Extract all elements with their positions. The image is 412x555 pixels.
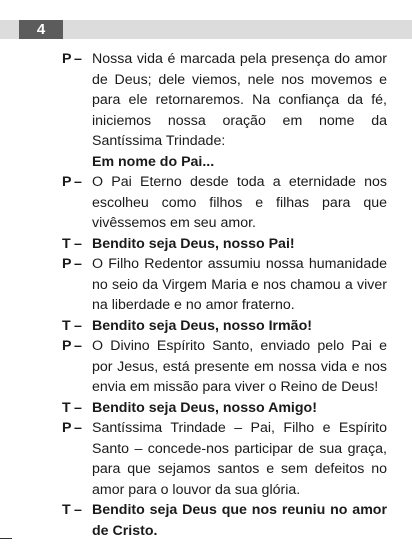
response-entry	[62, 500, 387, 541]
prayer-entry	[62, 418, 387, 500]
entry-text: Bendito seja Deus, nosso Pai!	[92, 235, 295, 252]
prayer-text	[62, 49, 387, 541]
speaker-dash: –	[74, 399, 82, 416]
response-entry	[62, 234, 387, 255]
entry-text: Bendito seja Deus que nos reuniu no amor de Cristo.	[92, 502, 387, 539]
speaker-label: P	[62, 338, 72, 354]
response-entry	[62, 398, 387, 419]
entry-text: Bendito seja Deus, nosso Irmão!	[92, 317, 312, 334]
speaker-label: P	[62, 256, 72, 272]
entry-text: Santíssima Trindade – Pai, Filho e Espírito Santo – concede-nos participar de sua graça, para que sejamos santos e sem defeitos no amor para o louvor da sua glória.	[92, 420, 387, 498]
speaker-label: P	[62, 420, 72, 436]
speaker-label: T	[62, 317, 71, 334]
speaker-label: T	[62, 399, 71, 416]
entry-text: O Pai Eterno desde toda a eternidade nos escolheu como filhos e filhas para que vivêssemos em seu amor.	[92, 174, 387, 231]
speaker-label: T	[62, 502, 71, 518]
speaker-dash: –	[74, 338, 82, 354]
speaker-label: P	[62, 174, 72, 190]
entry-text: O Divino Espírito Santo, enviado pelo Pai e por Jesus, está presente em nossa vida e nos envia em missão para viver o Reino de Deus!	[92, 338, 387, 395]
prayer-entry	[62, 336, 387, 398]
prayer-entry	[62, 172, 387, 234]
entry-text: Nossa vida é marcada pela presença do amor de Deus; dele viemos, nele nos movemos e para ele retornaremos. Na confiança da fé, iniciemos nossa oração em nome da Santíssima Trindade:	[92, 51, 387, 149]
speaker-label: P	[62, 51, 72, 67]
response-entry	[62, 316, 387, 337]
speaker-label: T	[62, 235, 71, 252]
speaker-dash: –	[74, 502, 82, 518]
entry-text: O Filho Redentor assumiu nossa humanidade no seio da Virgem Maria e nos chamou a viver na liberdade e no amor fraterno.	[92, 256, 387, 313]
speaker-dash: –	[74, 174, 82, 190]
speaker-dash: –	[74, 51, 82, 67]
prayer-entry	[62, 254, 387, 316]
speaker-dash: –	[74, 235, 82, 252]
prayer-entry	[62, 49, 387, 172]
speaker-dash: –	[74, 317, 82, 334]
page-number: 4	[19, 20, 63, 39]
crop-mark	[0, 538, 12, 539]
speaker-dash: –	[74, 256, 82, 272]
entry-text: Bendito seja Deus, nosso Amigo!	[92, 399, 317, 416]
speaker-dash: –	[74, 420, 82, 436]
entry-invocation: Em nome do Pai...	[92, 153, 215, 170]
